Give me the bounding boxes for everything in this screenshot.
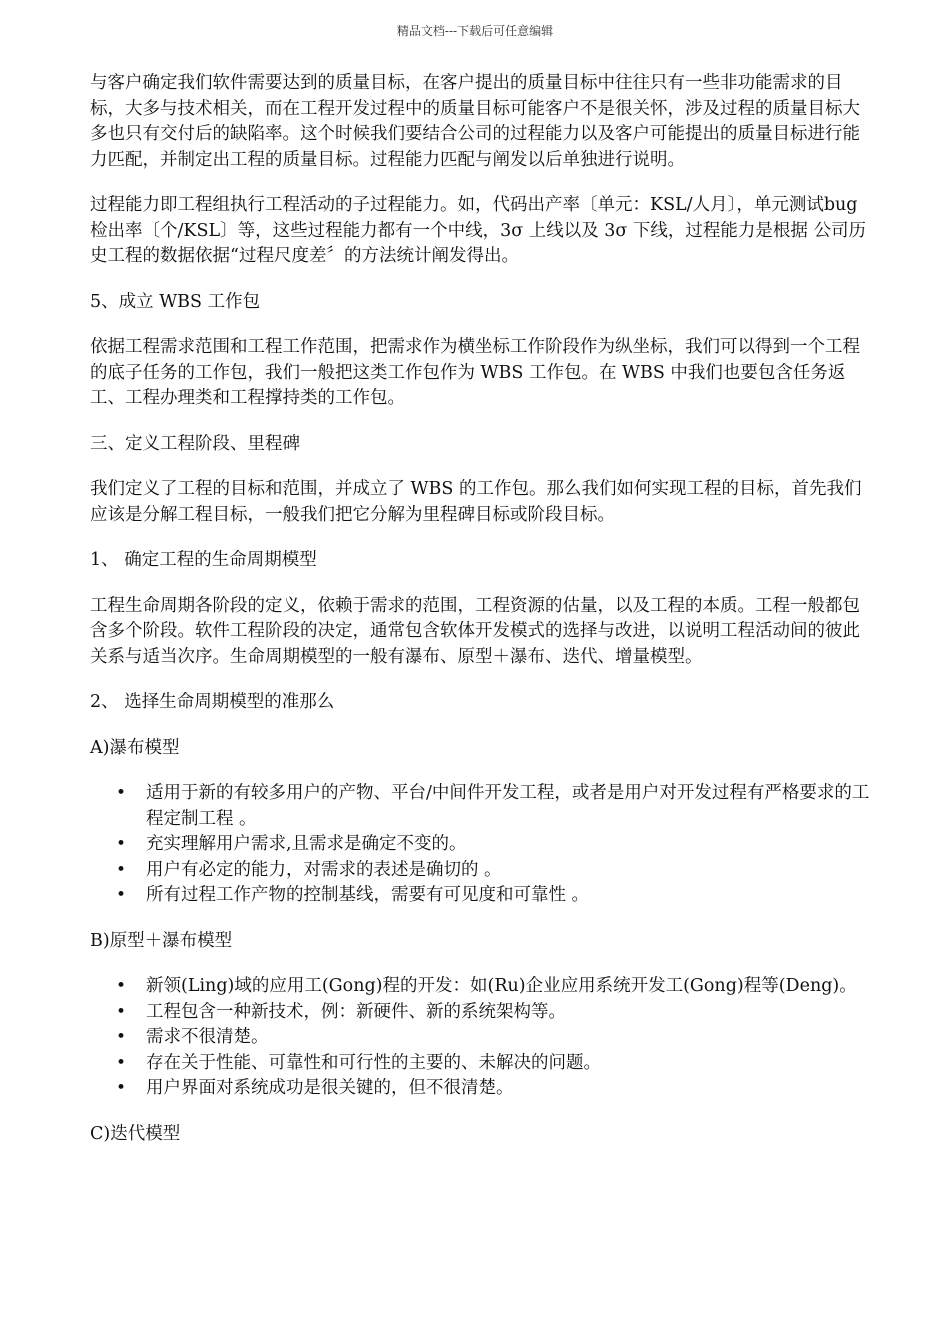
list-item (116, 858, 870, 884)
bullet-icon: • (116, 1078, 127, 1098)
bullet-list (90, 974, 870, 1102)
bullet-icon: • (116, 885, 127, 905)
bullet-icon: • (116, 783, 127, 803)
bullet-icon: • (116, 1027, 127, 1047)
list-item (116, 781, 870, 832)
list-item (116, 1076, 870, 1102)
paragraph: 与客户确定我们软件需要达到的质量目标，在客户提出的质量目标中往往只有一些非功能需求的目标，大多与技术相关，而在工程开发过程中的质量目标可能客户不是很关怀，涉及过程的质量目标大多也只有交付后的缺陷率。这个时候我们要结合公司的过程能力以及客户可能提出的质量目标进行能力匹配，并制定出工程的质量目标。过程能力匹配与阐发以后单独进行说明。 (90, 73, 860, 170)
list-item-text: 所有过程工作产物的控制基线，需要有可见度和可靠性 。 (146, 885, 590, 905)
section-heading: 三、定义工程阶段、里程碑 (90, 433, 300, 454)
list-item (116, 1051, 870, 1077)
section-heading: B)原型＋瀑布模型 (90, 930, 233, 951)
paragraph: 我们定义了工程的目标和范围，并成立了 WBS 的工作包。那么我们如何实现工程的目标，首先我们应该是分解工程目标，一般我们把它分解为里程碑目标或阶段目标。 (90, 479, 862, 525)
bullet-list (90, 781, 870, 909)
paragraph: 工程生命周期各阶段的定义，依赖于需求的范围，工程资源的估量，以及工程的本质。工程一般都包含多个阶段。软件工程阶段的决定，通常包含软体开发模式的选择与改进，以说明工程活动间的彼此关系与适当次序。生命周期模型的一般有瀑布、原型＋瀑布、迭代、增量模型。 (90, 595, 860, 667)
bullet-icon: • (116, 834, 127, 854)
section-heading: 2、 选择生命周期模型的准那么 (90, 692, 335, 712)
bullet-icon: • (116, 976, 127, 996)
bullet-icon: • (116, 1052, 127, 1073)
list-item (116, 883, 870, 909)
section-heading: C)迭代模型 (90, 1123, 181, 1144)
list-item (116, 1000, 870, 1026)
list-item-text: 新领(Ling)域的应用工(Gong)程的开发：如(Ru)企业应用系统开发工(Gong)程等(Deng)。 (146, 976, 857, 996)
list-item-text: 存在关于性能、可靠性和可行性的主要的、未解决的问题。 (146, 1052, 601, 1073)
list-item-text: 充实理解用户需求,且需求是确定不变的。 (146, 834, 467, 854)
list-item (116, 1025, 870, 1051)
paragraph: 过程能力即工程组执行工程活动的子过程能力。如，代码出产率〔单元：KSL/人月〕，单元测试bug检出率〔个/KSL〕等，这些过程能力都有一个中线，3σ 上线以及 3σ 下线，过程能力是根据 公司历史工程的数据依据“过程尺度差〞的方法统计阐发得出。 (90, 195, 866, 266)
list-item (116, 832, 870, 858)
document-body (90, 71, 870, 1167)
page-header: 精品文档---下载后可任意编辑 (396, 24, 554, 38)
section-heading: 5、成立 WBS 工作包 (90, 291, 261, 312)
list-item-text: 适用于新的有较多用户的产物、平台/中间件开发工程，或者是用户对开发过程有严格要求的工程定制工程 。 (146, 783, 870, 829)
bullet-icon: • (116, 1001, 127, 1022)
list-item-text: 用户有必定的能力，对需求的表述是确切的 。 (146, 859, 502, 880)
section-heading: 1、 确定工程的生命周期模型 (90, 550, 317, 570)
paragraph: 依据工程需求范围和工程工作范围，把需求作为横坐标工作阶段作为纵坐标，我们可以得到一个工程的底子任务的工作包，我们一般把这类工作包作为 WBS 工作包。在 WBS 中我们也要包含任务返工、工程办理类和工程撑持类的工作包。 (90, 337, 860, 408)
list-item (116, 974, 870, 1000)
section-heading: A)瀑布模型 (90, 737, 180, 758)
list-item-text: 用户界面对系统成功是很关键的，但不很清楚。 (146, 1078, 514, 1098)
list-item-text: 需求不很清楚。 (146, 1027, 269, 1047)
bullet-icon: • (116, 859, 127, 880)
list-item-text: 工程包含一种新技术，例：新硬件、新的系统架构等。 (146, 1001, 566, 1022)
